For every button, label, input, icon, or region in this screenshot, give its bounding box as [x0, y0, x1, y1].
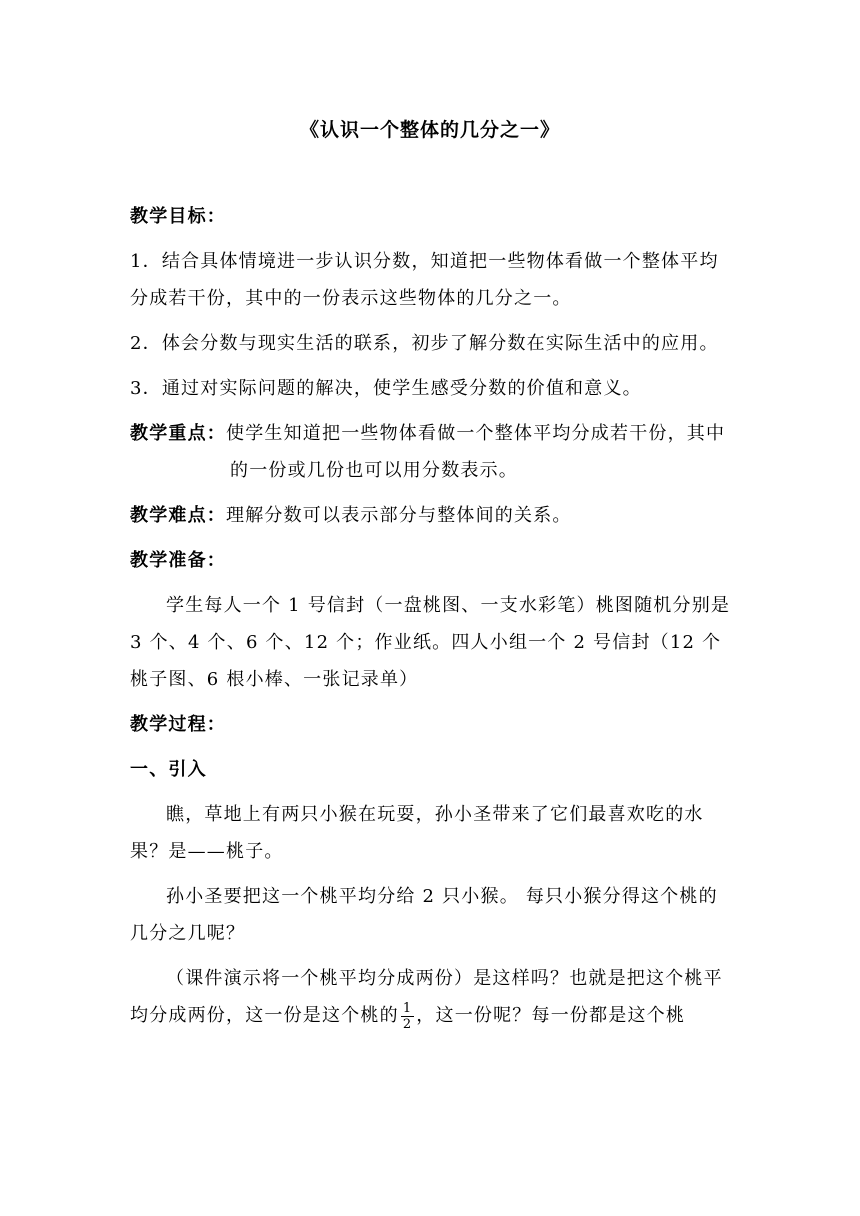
fraction-numerator: 1: [402, 1000, 413, 1016]
key-point-text: 使学生知道把一些物体看做一个整体平均分成若干份，其中的一份或几份也可以用分数表示。: [226, 423, 726, 481]
goal-item-2: 2．体会分数与现实生活的联系，初步了解分数在实际生活中的应用。: [130, 333, 719, 354]
difficulty: [130, 497, 735, 534]
intro-paragraph-3: [130, 960, 735, 1034]
goals-heading: 教学目标：: [130, 206, 226, 227]
document-title: 《认识一个整体的几分之一》: [299, 119, 560, 141]
preparation-heading: 教学准备：: [130, 550, 226, 571]
fraction-denominator: 2: [402, 1016, 413, 1032]
intro-paragraph-3-end: ，这一份呢？每一份都是这个桃: [416, 1005, 686, 1026]
intro-paragraph-2: 孙小圣要把这一个桃平均分给 2 只小猴。 每只小猴分得这个桃的几分之几呢？: [130, 886, 718, 944]
goal-item-3: 3．通过对实际问题的解决，使学生感受分数的价值和意义。: [130, 378, 642, 399]
difficulty-label: 教学难点：: [130, 505, 226, 526]
difficulty-text: 理解分数可以表示部分与整体间的关系。: [226, 505, 572, 526]
goal-item-1: 1．结合具体情境进一步认识分数，知道把一些物体看做一个整体平均分成若干份，其中的一份表示这些物体的几分之一。: [130, 251, 719, 309]
intro-paragraph-1: 瞧，草地上有两只小猴在玩耍，孙小圣带来了它们最喜欢吃的水果？是——桃子。: [130, 804, 704, 862]
section-intro-heading: 一、引入: [130, 759, 207, 780]
key-point: [130, 415, 735, 489]
process-heading: 教学过程：: [130, 714, 226, 735]
preparation-text: 学生每人一个 1 号信封（一盘桃图、一支水彩笔）桃图随机分别是 3 个、4 个、6 个、12 个；作业纸。四人小组一个 2 号信封（12 个桃子图、6 根小棒、一张记录单）: [130, 595, 731, 690]
key-point-label: 教学重点：: [130, 423, 226, 444]
intro-paragraph-3-start: （课件演示将一个桃平均分成两份）是这样吗？也就是把这个桃平均分成两份，这一份是这个桃的: [130, 968, 723, 1026]
document-body: [130, 198, 735, 1042]
fraction-one-half: [401, 1001, 414, 1032]
